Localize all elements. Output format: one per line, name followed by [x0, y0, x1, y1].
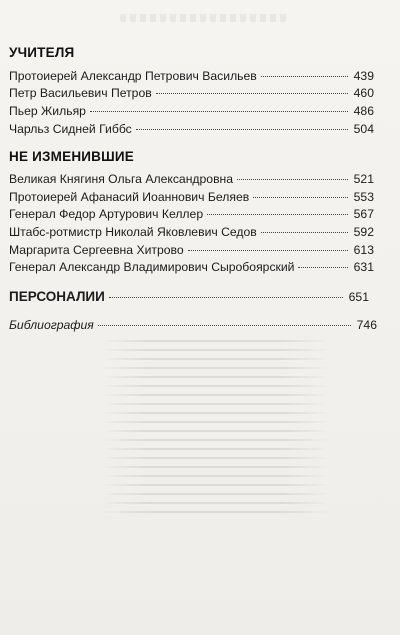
toc-entry[interactable] — [9, 243, 374, 258]
toc-entry-page: 553 — [353, 190, 374, 204]
toc-entry-page: 651 — [348, 290, 369, 304]
toc-entry-page: 631 — [353, 260, 374, 274]
toc-entry[interactable] — [9, 69, 374, 84]
section-title-unchanged: НЕ ИЗМЕНИВШИЕ — [9, 149, 134, 164]
toc-entry-personalii[interactable] — [9, 289, 369, 305]
dot-leader — [136, 129, 348, 130]
toc-entry-page: 460 — [353, 86, 374, 100]
toc-entry-page: 504 — [353, 122, 374, 136]
toc-entry[interactable] — [9, 104, 374, 119]
toc-entry-name: Протоиерей Афанасий Иоаннович Беляев — [9, 190, 250, 204]
dot-leader — [90, 111, 348, 112]
toc-entry-page: 486 — [353, 104, 374, 118]
toc-entry-name: Штабс-ротмистр Николай Яковлевич Седов — [9, 225, 257, 239]
dot-leader — [188, 250, 348, 251]
dot-leader — [237, 179, 348, 180]
toc-entry-name: Библиография — [9, 318, 94, 332]
toc-entry-name: Генерал Александр Владимирович Сыробоярский — [9, 260, 295, 274]
toc-entry[interactable] — [9, 225, 374, 240]
dot-leader — [207, 214, 348, 215]
toc-entry[interactable] — [9, 172, 374, 187]
toc-entry-page: 613 — [353, 243, 374, 257]
section-title-teachers: УЧИТЕЛЯ — [9, 45, 75, 60]
toc-entry[interactable] — [9, 207, 374, 222]
toc-entry[interactable] — [9, 260, 374, 275]
toc-entry[interactable] — [9, 190, 374, 205]
bleed-through-text — [100, 340, 330, 520]
toc-entry-name: Генерал Федор Артурович Келлер — [9, 207, 204, 221]
toc-entry-name: Протоиерей Александр Петрович Васильев — [9, 69, 257, 83]
dot-leader — [253, 197, 348, 198]
toc-entry-bibliography[interactable] — [9, 318, 377, 333]
toc-entry[interactable] — [9, 86, 374, 101]
toc-entry-name: ПЕРСОНАЛИИ — [9, 289, 105, 304]
toc-entry-page: 439 — [353, 69, 374, 83]
toc-entry-name: Чарльз Сидней Гиббс — [9, 122, 132, 136]
toc-entry-page: 567 — [353, 207, 374, 221]
toc-entry-name: Великая Княгиня Ольга Александровна — [9, 172, 234, 186]
dot-leader — [109, 297, 343, 298]
dot-leader — [98, 325, 351, 326]
toc-entry-page: 592 — [353, 225, 374, 239]
toc-entry-page: 521 — [353, 172, 374, 186]
dot-leader — [261, 232, 348, 233]
dot-leader — [261, 76, 348, 77]
toc-entry-page: 746 — [356, 318, 377, 332]
toc-entry-name: Пьер Жильяр — [9, 104, 86, 118]
toc-entry[interactable] — [9, 122, 374, 137]
bleed-through-header — [120, 14, 290, 22]
dot-leader — [298, 267, 348, 268]
dot-leader — [156, 93, 348, 94]
toc-entry-name: Маргарита Сергеевна Хитрово — [9, 243, 184, 257]
toc-entry-name: Петр Васильевич Петров — [9, 86, 152, 100]
